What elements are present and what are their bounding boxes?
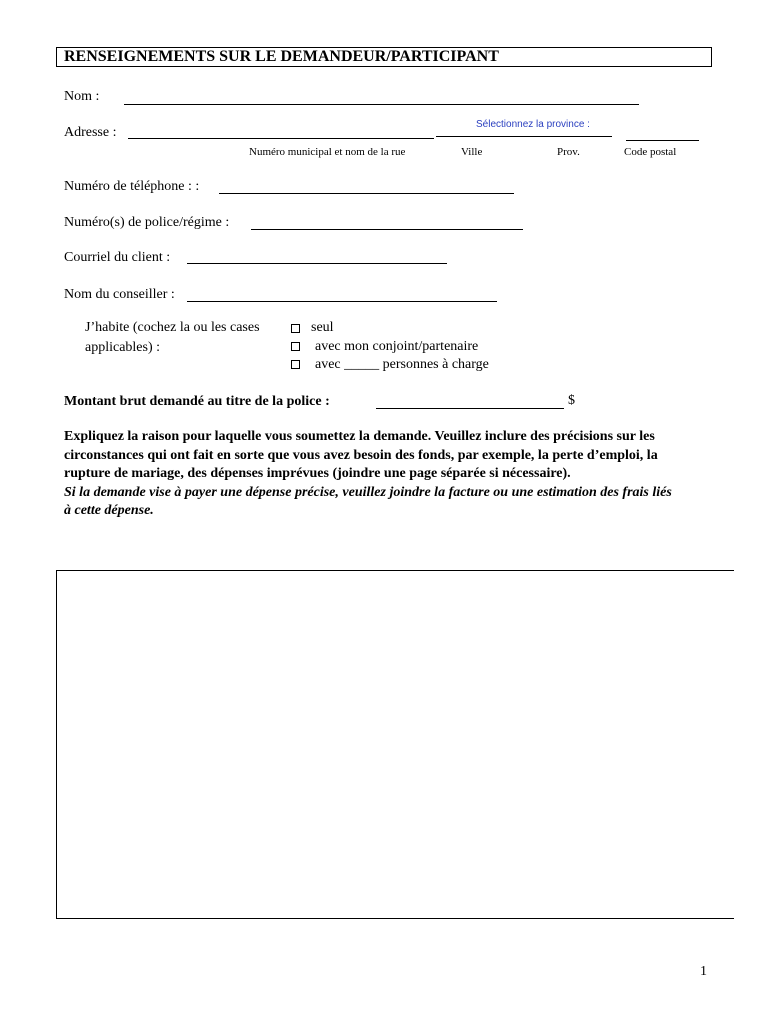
explanation-textarea[interactable] bbox=[63, 577, 727, 911]
caption-postal: Code postal bbox=[624, 146, 677, 158]
montant-unit: $ bbox=[568, 393, 575, 408]
nom-field[interactable] bbox=[124, 104, 639, 105]
page-number: 1 bbox=[700, 964, 707, 979]
province-select[interactable] bbox=[436, 117, 614, 135]
option-seul: seul bbox=[311, 320, 334, 335]
conseiller-field[interactable] bbox=[187, 301, 497, 302]
checkbox-seul[interactable] bbox=[291, 324, 300, 333]
section-header bbox=[56, 47, 712, 67]
checkbox-personnes[interactable] bbox=[291, 360, 300, 369]
option-personnes: avec _____ personnes à charge bbox=[315, 357, 489, 372]
courriel-label: Courriel du client : bbox=[64, 250, 171, 265]
habite-label-line1: J’habite (cochez la ou les cases bbox=[85, 320, 260, 335]
montant-field[interactable] bbox=[376, 408, 564, 409]
courriel-field[interactable] bbox=[187, 263, 447, 264]
explanation-instructions bbox=[64, 428, 674, 521]
telephone-field[interactable] bbox=[219, 193, 514, 194]
adresse-label: Adresse : bbox=[64, 125, 117, 140]
conseiller-label: Nom du conseiller : bbox=[64, 287, 175, 302]
nom-label: Nom : bbox=[64, 89, 100, 104]
instruction-italic-text: Si la demande vise à payer une dépense précise, veuillez joindre la facture ou une estimation des frais liés à cette dépense. bbox=[64, 484, 672, 518]
postal-code-field[interactable] bbox=[626, 140, 699, 141]
police-field[interactable] bbox=[251, 229, 523, 230]
province-underline bbox=[436, 136, 612, 137]
instruction-text: Expliquez la raison pour laquelle vous soumettez la demande. Veuillez inclure des précisions sur les circonstances qui ont fait en sorte que vous avez besoin des fonds, par exemple, la perte d’emploi, la rupture de mariage, des dépenses imprévues (joindre une page séparée si nécessaire). bbox=[64, 429, 658, 481]
checkbox-conjoint[interactable] bbox=[291, 342, 300, 351]
section-title: RENSEIGNEMENTS SUR LE DEMANDEUR/PARTICIPANT bbox=[64, 48, 499, 65]
habite-label-line2: applicables) : bbox=[85, 340, 161, 355]
explanation-box bbox=[56, 570, 734, 919]
caption-prov: Prov. bbox=[557, 146, 580, 158]
caption-street: Numéro municipal et nom de la rue bbox=[249, 146, 406, 158]
police-label: Numéro(s) de police/régime : bbox=[64, 215, 230, 230]
option-conjoint: avec mon conjoint/partenaire bbox=[315, 339, 479, 354]
province-placeholder: Sélectionnez la province : bbox=[476, 119, 590, 130]
telephone-label: Numéro de téléphone : : bbox=[64, 179, 200, 194]
montant-label: Montant brut demandé au titre de la police : bbox=[64, 394, 330, 409]
street-field[interactable] bbox=[128, 138, 434, 139]
caption-city: Ville bbox=[461, 146, 483, 158]
